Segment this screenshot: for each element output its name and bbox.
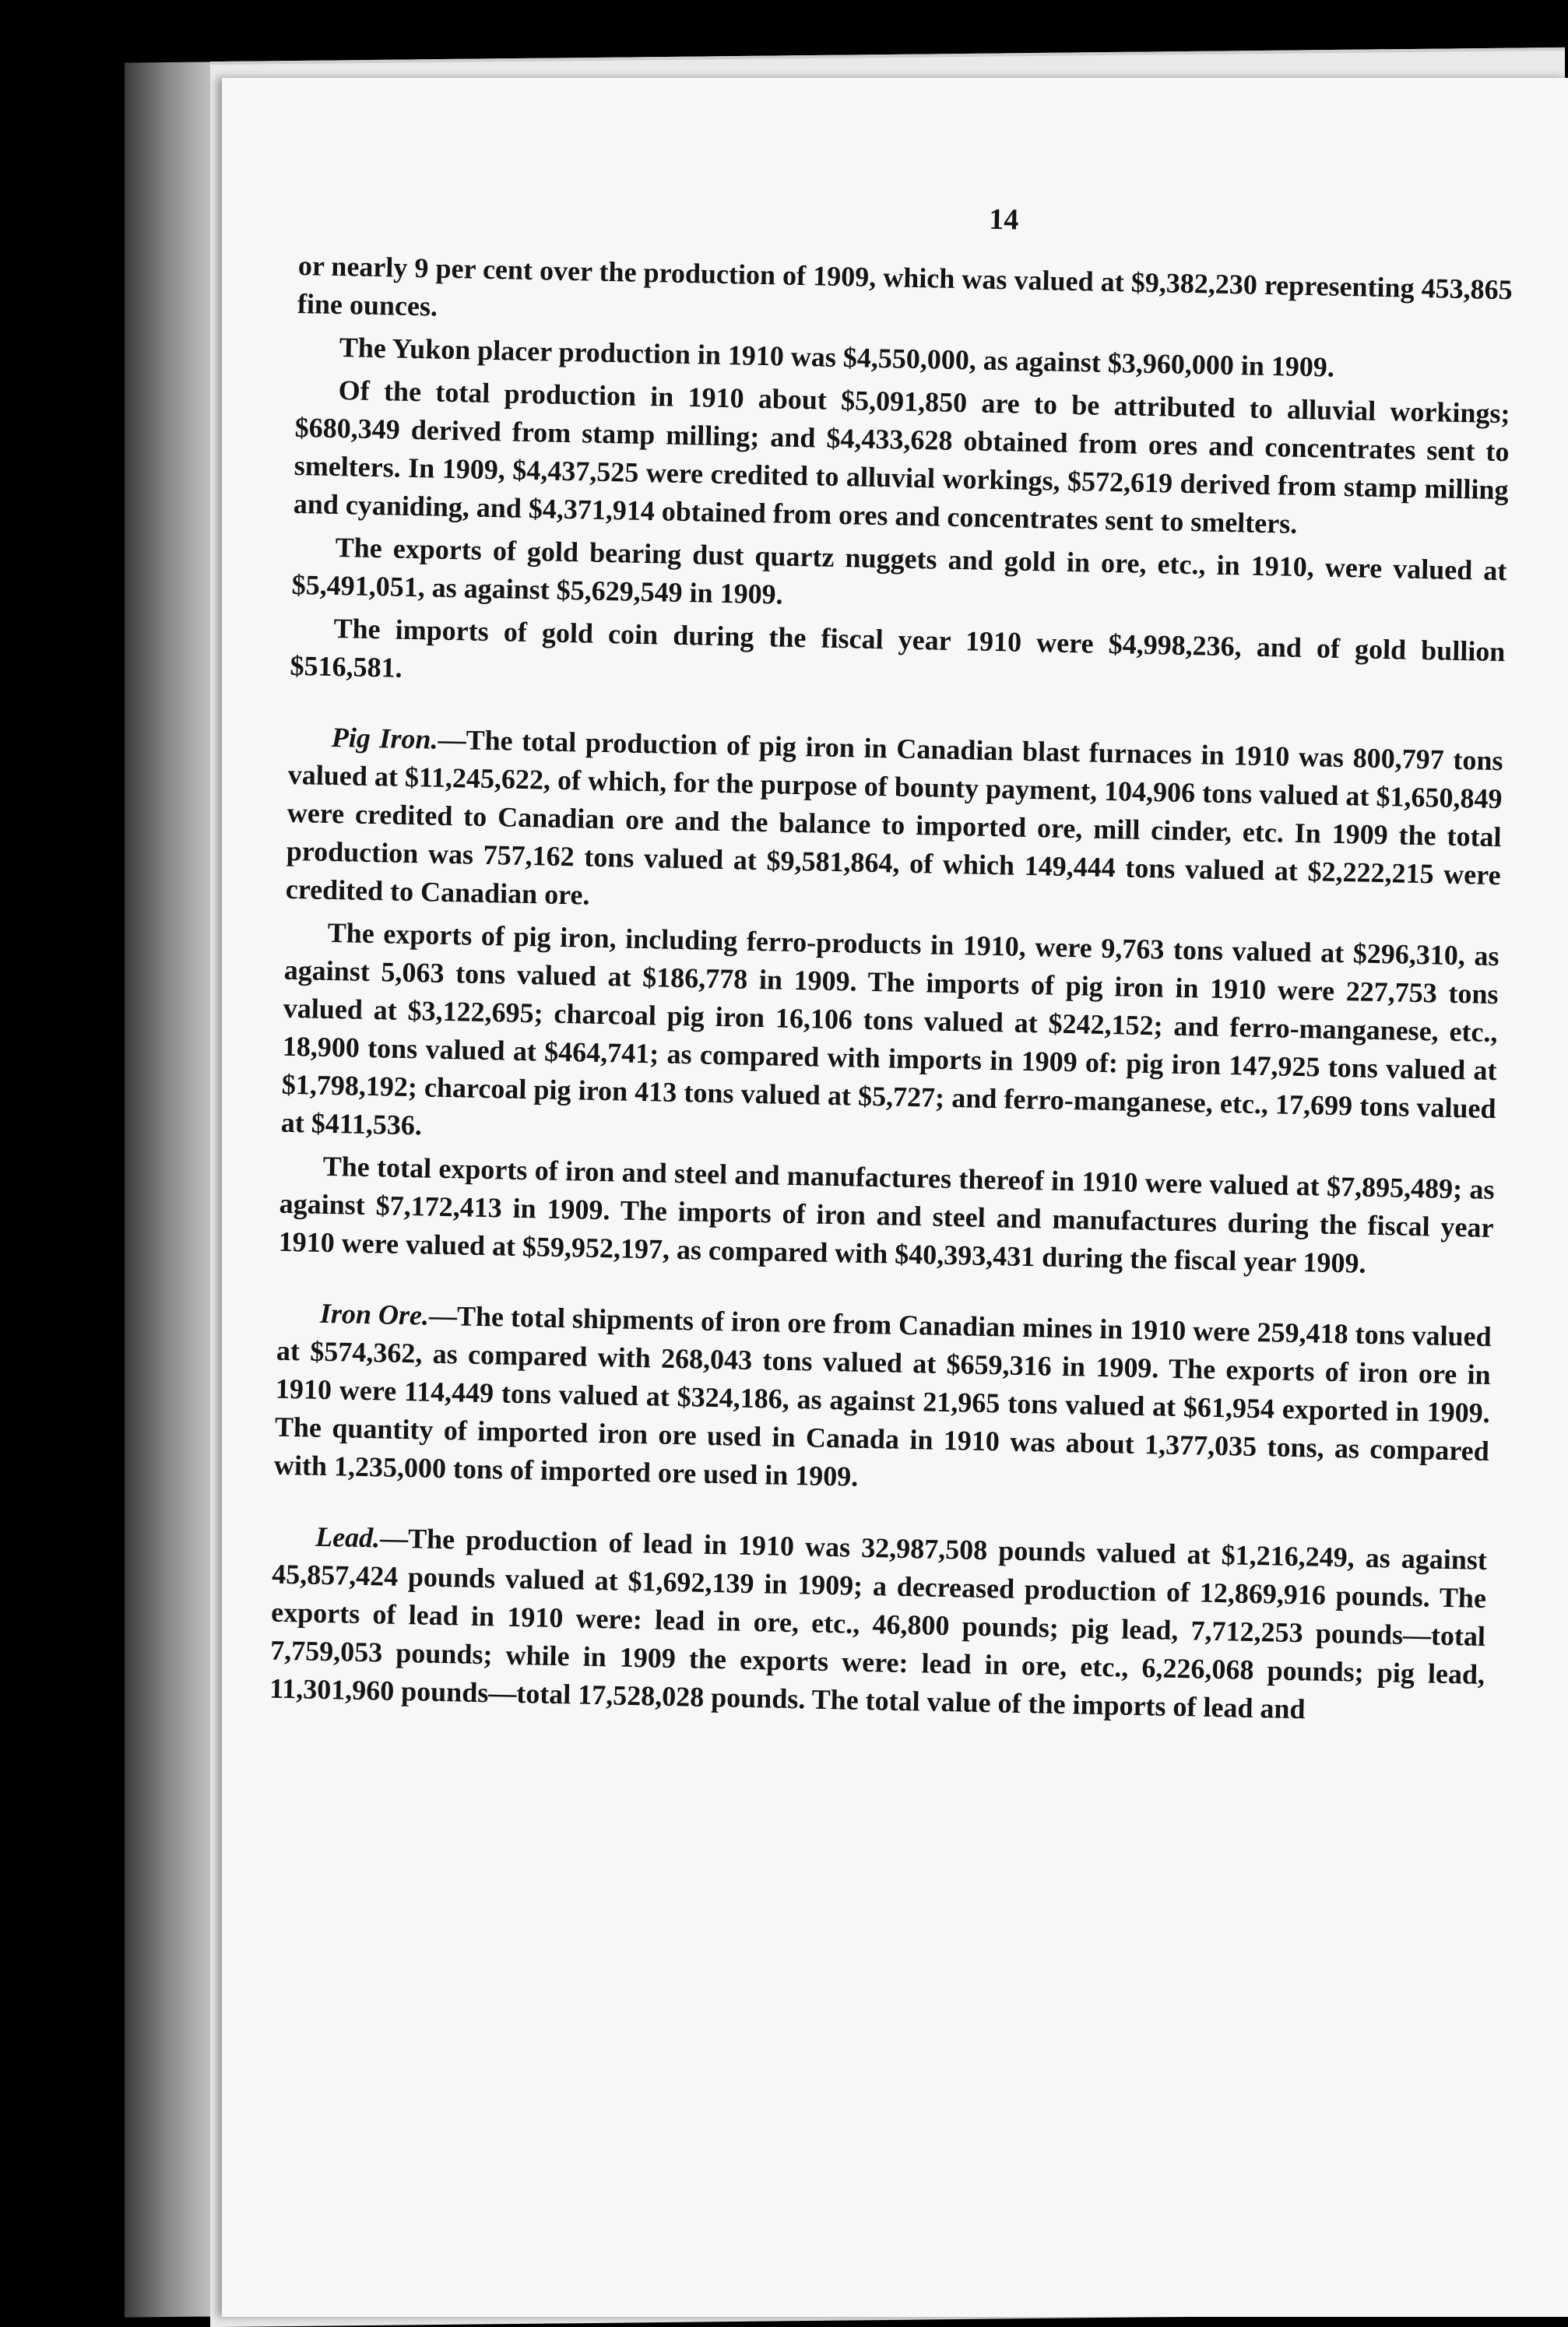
section-heading-pig-iron: Pig Iron. xyxy=(331,721,438,755)
page-content xyxy=(269,187,1514,1737)
paragraph-text: or nearly 9 per cent over the production of 1909, which was valued at $9,382,230 representing 453,865 fine ounces. xyxy=(297,249,1514,322)
paragraph-text: The imports of gold coin during the fiscal year 1910 were $4,998,236, and of gold bullion $516,581. xyxy=(290,612,1506,684)
section-heading-iron-ore: Iron Ore. xyxy=(319,1297,430,1331)
paragraph-text: The exports of pig iron, including ferro-products in 1910, were 9,763 tons valued at $296,310, as against 5,063 tons valued at $186,778 in 1909. The imports of pig iron in 1910 were 227,753 tons valued at $3,122,695; charcoal pig iron 16,106 tons valued at $242,152; and ferro-manganese, etc., 18,900 tons valued at $464,741; as compared with imports in 1909 of: pig iron 147,925 tons valued at $1,798,192; charcoal pig iron 413 tons valued at $5,727; and ferro-manganese, etc., 17,699 tons valued at $411,536. xyxy=(280,916,1499,1141)
paragraph-text: The Yukon placer production in 1910 was $4,550,000, as against $3,960,000 in 1909. xyxy=(339,332,1335,383)
paragraph-text: —The total shipments of iron ore from Canadian mines in 1910 were 259,418 tons valued at $574,362, as compared with 268,043 tons valued at $659,316 in 1909. The exports of iron ore in 1910 were 114,449 tons valued at $324,186, as against 21,965 tons valued at $61,954 exported in 1909. The quantity of imported iron ore used in Canada in 1910 was about 1,377,035 tons, as compared with 1,235,000 tons of imported ore used in 1909. xyxy=(273,1299,1492,1492)
paragraph-iron-ore xyxy=(274,1294,1492,1509)
paragraph-pig-iron-trade xyxy=(280,913,1499,1166)
paragraph-text: The exports of gold bearing dust quartz nuggets and gold in ore, etc., in 1910, were valued at $5,491,051, as against $5,629,549 in 1909. xyxy=(291,532,1507,610)
page-number: 14 xyxy=(988,202,1019,237)
paragraph-text: —The total production of pig iron in Canadian blast furnaces in 1910 was 800,797 tons valued at $11,245,622, of which, for the purpose of bounty payment, 104,906 tons valued at $1,650,849 were credited to Canadian ore and the balance to imported ore, mill cinder, etc. In 1909 the total production was 757,162 tons valued at $9,581,864, of which 149,444 tons valued at $2,222,215 were credited to Canadian ore. xyxy=(285,723,1503,911)
paragraph-text: The total exports of iron and steel and manufactures thereof in 1910 were valued at $7,895,489; as against $7,172,413 in 1909. The imports of iron and steel and manufactures during the fiscal year 1910 were valued at $59,952,197, as compared with $40,393,431 during the fiscal year 1909. xyxy=(278,1150,1495,1279)
paragraph-production-sources xyxy=(293,371,1510,547)
paragraph-lead xyxy=(269,1517,1488,1732)
paragraph-iron-steel-trade xyxy=(278,1147,1495,1285)
paragraph-text: —The production of lead in 1910 was 32,987,508 pounds valued at $1,216,249, as against 45,857,424 pounds valued at $1,692,139 in 1909; a decreased production of 12,869,916 pounds. The exports of lead in 1910 were: lead in ore, etc., 46,800 pounds; pig lead, 7,712,253 pounds—total 7,759,053 pounds; while in 1909 the exports were: lead in ore, etc., 6,226,068 pounds; pig lead, 11,301,960 pounds—total 17,528,028 pounds. The total value of the imports of lead and xyxy=(269,1522,1488,1725)
section-heading-lead: Lead. xyxy=(315,1520,381,1554)
paragraph-text: Of the total production in 1910 about $5,091,850 are to be attributed to alluvial workings; $680,349 derived from stamp milling; and $4,433,628 obtained from ores and concentrates sent to smelters. In 1909, $4,437,525 were credited to alluvial workings, $572,619 derived from stamp milling and cyaniding, and $4,371,914 obtained from ores and concentrates sent to smelters. xyxy=(293,374,1510,540)
paragraph-pig-iron xyxy=(285,718,1503,933)
